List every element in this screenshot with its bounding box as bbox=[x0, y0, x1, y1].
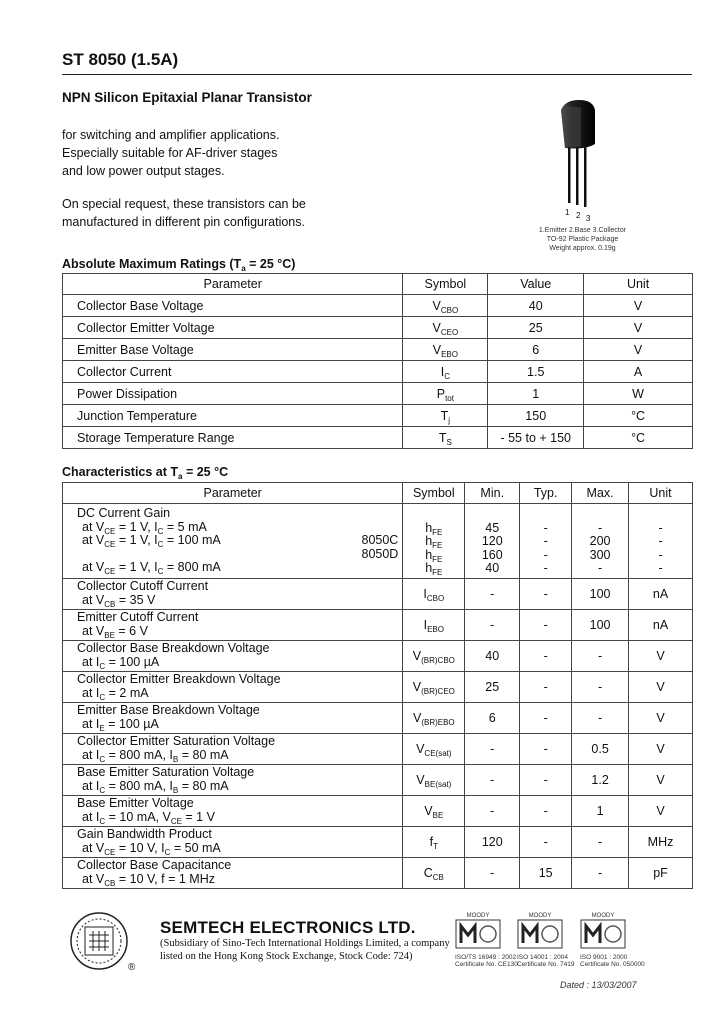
dc-gain-symbol: $h_{FE}$ bbox=[425, 520, 443, 537]
unit-cell: V bbox=[629, 671, 693, 702]
dc-gain-symbol: $h_{FE}$ bbox=[425, 534, 443, 551]
table-row bbox=[63, 427, 693, 449]
symbol-cell: $T_S$ bbox=[403, 427, 488, 449]
unit-cell: A bbox=[584, 361, 693, 383]
company-name: SEMTECH ELECTRONICS LTD. bbox=[160, 918, 416, 937]
dc-gain-unit-value: - bbox=[658, 547, 663, 562]
param-condition: at $V_{BE} = 6$ V bbox=[82, 623, 148, 640]
param-condition: at $V_{CE} = 10$ V, $I_C = 50$ mA bbox=[82, 840, 221, 857]
typ-cell: - bbox=[520, 640, 572, 671]
pin-label-1: 1 bbox=[565, 208, 570, 217]
to92-package-image bbox=[555, 96, 605, 221]
table-row-dc-gain bbox=[63, 504, 693, 579]
param-name: Collector Base Breakdown Voltage bbox=[77, 641, 270, 655]
unit-cell: pF bbox=[629, 857, 693, 888]
typ-cell: - bbox=[520, 578, 572, 609]
unit-cell: MHz bbox=[629, 826, 693, 857]
col-header-min: Min. bbox=[465, 483, 520, 504]
unit-cell: °C bbox=[584, 405, 693, 427]
symbol-cell bbox=[403, 504, 465, 579]
min-cell bbox=[465, 504, 520, 579]
cert-brand: MOODY bbox=[528, 913, 552, 919]
company-listing-line: listed on the Hong Kong Stock Exchange, Stock Code: 724) bbox=[160, 951, 413, 962]
certification-badge bbox=[517, 913, 575, 968]
value-cell: 150 bbox=[488, 405, 584, 427]
cert-brand: MOODY bbox=[466, 913, 490, 919]
table-row bbox=[63, 764, 693, 795]
typ-cell: - bbox=[520, 671, 572, 702]
param-cell bbox=[63, 764, 403, 795]
max-cell bbox=[572, 504, 629, 579]
min-cell: - bbox=[465, 578, 520, 609]
col-header-max: Max. bbox=[572, 483, 629, 504]
param-name: Collector Cutoff Current bbox=[77, 579, 209, 593]
table-row bbox=[63, 295, 693, 317]
col-header-parameter: Parameter bbox=[63, 274, 403, 295]
dated: Dated : 13/03/2007 bbox=[560, 980, 637, 990]
param-cell bbox=[63, 826, 403, 857]
cert-mark-icon bbox=[517, 919, 563, 949]
table-row bbox=[63, 733, 693, 764]
param-cell: Power Dissipation bbox=[63, 383, 403, 405]
dc-gain-min-value: 45 bbox=[485, 520, 500, 535]
unit-cell: °C bbox=[584, 427, 693, 449]
param-name: Collector Emitter Saturation Voltage bbox=[77, 734, 276, 748]
symbol-cell: $T_j$ bbox=[403, 405, 488, 427]
value-cell: 25 bbox=[488, 317, 584, 339]
value-cell: - 55 to + 150 bbox=[488, 427, 584, 449]
dc-gain-min-value: 120 bbox=[481, 534, 503, 549]
param-cell: Collector Base Voltage bbox=[63, 295, 403, 317]
param-cell bbox=[63, 578, 403, 609]
pin-1-lead bbox=[568, 147, 571, 203]
dc-gain-symbol: $h_{FE}$ bbox=[425, 561, 443, 578]
param-name: Base Emitter Saturation Voltage bbox=[77, 765, 255, 779]
param-name: Base Emitter Voltage bbox=[77, 796, 194, 810]
package-caption-line: Weight approx. 0.19g bbox=[549, 245, 616, 252]
package-caption-line: TO-92 Plastic Package bbox=[546, 236, 619, 243]
param-cell bbox=[63, 640, 403, 671]
registered-mark: ® bbox=[128, 962, 136, 973]
unit-cell bbox=[629, 504, 693, 579]
subtitle: NPN Silicon Epitaxial Planar Transistor bbox=[62, 90, 312, 105]
param-cell bbox=[63, 733, 403, 764]
typ-cell: - bbox=[520, 733, 572, 764]
value-cell: 1 bbox=[488, 383, 584, 405]
param-cell: Collector Emitter Voltage bbox=[63, 317, 403, 339]
special-request-line: manufactured in different pin configurations. bbox=[62, 215, 305, 229]
dc-gain-min-value: 160 bbox=[481, 547, 503, 562]
characteristics-heading: Characteristics at $T_a = 25$ °C bbox=[62, 465, 229, 481]
min-cell: - bbox=[465, 609, 520, 640]
pin-3-lead bbox=[584, 147, 587, 207]
min-cell: 120 bbox=[465, 826, 520, 857]
symbol-cell: $P_{tot}$ bbox=[403, 383, 488, 405]
pin-label-2: 2 bbox=[576, 211, 581, 220]
max-cell: 1.2 bbox=[572, 764, 629, 795]
dc-gain-unit-value: - bbox=[658, 534, 663, 549]
dc-gain-symbol: $h_{FE}$ bbox=[425, 547, 443, 564]
symbol-cell: $V_{BE}$ bbox=[403, 795, 465, 826]
unit-cell: V bbox=[629, 702, 693, 733]
cert-standard: ISO 9001 : 2000 bbox=[580, 954, 628, 961]
dc-gain-typ-value: - bbox=[543, 547, 548, 562]
max-cell: - bbox=[572, 640, 629, 671]
table-row bbox=[63, 857, 693, 888]
dc-gain-min-value: 40 bbox=[485, 561, 500, 576]
col-header-value: Value bbox=[488, 274, 584, 295]
dc-gain-condition: at $V_{CE} = 1$ V, $I_C = 5$ mA bbox=[82, 519, 207, 536]
dc-gain-unit-value: - bbox=[658, 561, 663, 576]
dc-gain-typ-value: - bbox=[543, 534, 548, 549]
cert-number: Certificate No. 050000 bbox=[580, 961, 645, 968]
company-subsidiary-line: (Subsidiary of Sino-Tech International Holdings Limited, a company bbox=[160, 938, 450, 949]
table-row bbox=[63, 361, 693, 383]
variant-label: 8050D bbox=[361, 546, 399, 561]
certification-badge bbox=[580, 913, 645, 968]
max-cell: - bbox=[572, 826, 629, 857]
symbol-cell: $I_{CBO}$ bbox=[403, 578, 465, 609]
max-cell: 0.5 bbox=[572, 733, 629, 764]
param-cell bbox=[63, 609, 403, 640]
symbol-cell: $f_T$ bbox=[403, 826, 465, 857]
param-condition: at $V_{CB} = 35$ V bbox=[82, 592, 156, 609]
col-header-typ: Typ. bbox=[520, 483, 572, 504]
table-row bbox=[63, 405, 693, 427]
max-cell: 1 bbox=[572, 795, 629, 826]
cert-standard: ISO 14001 : 2004 bbox=[517, 954, 568, 961]
table-header-row bbox=[63, 274, 693, 295]
dc-gain-typ-value: - bbox=[543, 520, 548, 535]
dc-gain-max-value: 200 bbox=[589, 534, 611, 549]
description-line: for switching and amplifier applications. bbox=[62, 128, 280, 142]
dc-gain-max-value: 300 bbox=[589, 547, 611, 562]
table-header-row bbox=[63, 483, 693, 504]
dc-gain-title: DC Current Gain bbox=[77, 506, 171, 520]
package-highlight bbox=[561, 106, 581, 148]
param-condition: at $I_C = 800$ mA, $I_B = 80$ mA bbox=[82, 747, 229, 764]
special-request-line: On special request, these transistors can be bbox=[62, 197, 306, 211]
min-cell: - bbox=[465, 764, 520, 795]
param-name: Emitter Cutoff Current bbox=[77, 610, 199, 624]
symbol-cell: $C_{CB}$ bbox=[403, 857, 465, 888]
param-condition: at $I_C = 100$ µA bbox=[82, 654, 160, 671]
unit-cell: nA bbox=[629, 609, 693, 640]
symbol-cell: $V_{CBO}$ bbox=[403, 295, 488, 317]
page-title: ST 8050 (1.5A) bbox=[62, 50, 179, 69]
symbol-cell: $V_{(BR)CEO}$ bbox=[403, 671, 465, 702]
cert-mark-icon bbox=[580, 919, 626, 949]
param-condition: at $I_E = 100$ µA bbox=[82, 716, 159, 733]
typ-cell: - bbox=[520, 764, 572, 795]
dc-gain-condition: at $V_{CE} = 1$ V, $I_C = 100$ mA 8050C bbox=[82, 533, 399, 549]
typ-cell: - bbox=[520, 795, 572, 826]
symbol-cell: $V_{(BR)EBO}$ bbox=[403, 702, 465, 733]
max-cell: 100 bbox=[572, 609, 629, 640]
param-condition: at $I_C = 10$ mA, $V_{CE} = 1$ V bbox=[82, 809, 215, 826]
description bbox=[62, 126, 279, 180]
cert-brand: MOODY bbox=[591, 913, 615, 919]
param-cell bbox=[63, 857, 403, 888]
unit-cell: nA bbox=[629, 578, 693, 609]
max-cell: 100 bbox=[572, 578, 629, 609]
col-header-symbol: Symbol bbox=[403, 483, 465, 504]
col-header-parameter: Parameter bbox=[63, 483, 403, 504]
col-header-unit: Unit bbox=[629, 483, 693, 504]
table-row bbox=[63, 640, 693, 671]
abs-max-heading: Absolute Maximum Ratings ($T_a = 25$ °C) bbox=[62, 257, 296, 273]
symbol-cell: $V_{BE(sat)}$ bbox=[403, 764, 465, 795]
description-line: and low power output stages. bbox=[62, 164, 225, 178]
symbol-cell: $I_C$ bbox=[403, 361, 488, 383]
symbol-cell: $V_{CE(sat)}$ bbox=[403, 733, 465, 764]
param-cell bbox=[63, 671, 403, 702]
dc-gain-condition: at $V_{CE} = 1$ V, $I_C = 800$ mA bbox=[82, 560, 221, 576]
special-request bbox=[62, 195, 306, 231]
table-row bbox=[63, 795, 693, 826]
typ-cell: 15 bbox=[520, 857, 572, 888]
cert-number: Certificate No. CE130 bbox=[455, 961, 518, 968]
unit-cell: W bbox=[584, 383, 693, 405]
symbol-cell: $V_{EBO}$ bbox=[403, 339, 488, 361]
pin-label-3: 3 bbox=[586, 214, 591, 223]
max-cell: - bbox=[572, 702, 629, 733]
param-cell bbox=[63, 702, 403, 733]
unit-cell: V bbox=[629, 640, 693, 671]
param-cell: Emitter Base Voltage bbox=[63, 339, 403, 361]
param-cell: Storage Temperature Range bbox=[63, 427, 403, 449]
min-cell: 6 bbox=[465, 702, 520, 733]
abs-max-table bbox=[62, 273, 693, 449]
value-cell: 1.5 bbox=[488, 361, 584, 383]
table-row bbox=[63, 578, 693, 609]
min-cell: - bbox=[465, 733, 520, 764]
param-name: Emitter Base Breakdown Voltage bbox=[77, 703, 260, 717]
param-cell bbox=[63, 795, 403, 826]
value-cell: 40 bbox=[488, 295, 584, 317]
table-row bbox=[63, 317, 693, 339]
typ-cell bbox=[520, 504, 572, 579]
table-row bbox=[63, 339, 693, 361]
dc-gain-typ-value: - bbox=[543, 561, 548, 576]
unit-cell: V bbox=[629, 733, 693, 764]
cert-number: Certificate No. 7419 bbox=[517, 961, 575, 968]
param-condition: at $V_{CB} = 10$ V, f = 1 MHz bbox=[82, 871, 215, 888]
param-cell bbox=[63, 504, 403, 579]
unit-cell: V bbox=[629, 764, 693, 795]
table-row bbox=[63, 609, 693, 640]
pin-2-lead bbox=[576, 147, 579, 205]
symbol-cell: $V_{CEO}$ bbox=[403, 317, 488, 339]
package-caption bbox=[530, 226, 635, 253]
table-row bbox=[63, 383, 693, 405]
min-cell: 25 bbox=[465, 671, 520, 702]
title-divider bbox=[62, 74, 692, 75]
description-line: Especially suitable for AF-driver stages bbox=[62, 146, 278, 160]
dc-gain-max-value: - bbox=[598, 561, 603, 576]
param-cell: Junction Temperature bbox=[63, 405, 403, 427]
symbol-cell: $V_{(BR)CBO}$ bbox=[403, 640, 465, 671]
table-row bbox=[63, 671, 693, 702]
col-header-symbol: Symbol bbox=[403, 274, 488, 295]
table-row bbox=[63, 702, 693, 733]
value-cell: 6 bbox=[488, 339, 584, 361]
max-cell: - bbox=[572, 857, 629, 888]
param-name: Collector Base Capacitance bbox=[77, 858, 232, 872]
param-name: Collector Emitter Breakdown Voltage bbox=[77, 672, 281, 686]
package-caption-line: 1.Emitter 2.Base 3.Collector bbox=[538, 227, 627, 234]
min-cell: 40 bbox=[465, 640, 520, 671]
dc-gain-condition bbox=[77, 548, 402, 562]
dc-gain-max-value: - bbox=[598, 520, 603, 535]
typ-cell: - bbox=[520, 826, 572, 857]
min-cell: - bbox=[465, 795, 520, 826]
symbol-cell: $I_{EBO}$ bbox=[403, 609, 465, 640]
semtech-logo bbox=[68, 910, 130, 972]
min-cell: - bbox=[465, 857, 520, 888]
param-condition: at $I_C = 2$ mA bbox=[82, 685, 149, 702]
table-row bbox=[63, 826, 693, 857]
unit-cell: V bbox=[584, 339, 693, 361]
cert-mark-icon bbox=[455, 919, 501, 949]
unit-cell: V bbox=[584, 295, 693, 317]
dc-gain-unit-value: - bbox=[658, 520, 663, 535]
typ-cell: - bbox=[520, 609, 572, 640]
typ-cell: - bbox=[520, 702, 572, 733]
cert-standard: ISO/TS 16949 : 2002 bbox=[455, 954, 517, 961]
unit-cell: V bbox=[584, 317, 693, 339]
param-cell: Collector Current bbox=[63, 361, 403, 383]
col-header-unit: Unit bbox=[584, 274, 693, 295]
certification-badge bbox=[455, 913, 518, 968]
variant-label: 8050C bbox=[361, 533, 399, 547]
param-condition: at $I_C = 800$ mA, $I_B = 80$ mA bbox=[82, 778, 229, 795]
max-cell: - bbox=[572, 671, 629, 702]
param-name: Gain Bandwidth Product bbox=[77, 827, 212, 841]
unit-cell: V bbox=[629, 795, 693, 826]
logo-grid bbox=[89, 931, 109, 951]
characteristics-table bbox=[62, 482, 693, 889]
